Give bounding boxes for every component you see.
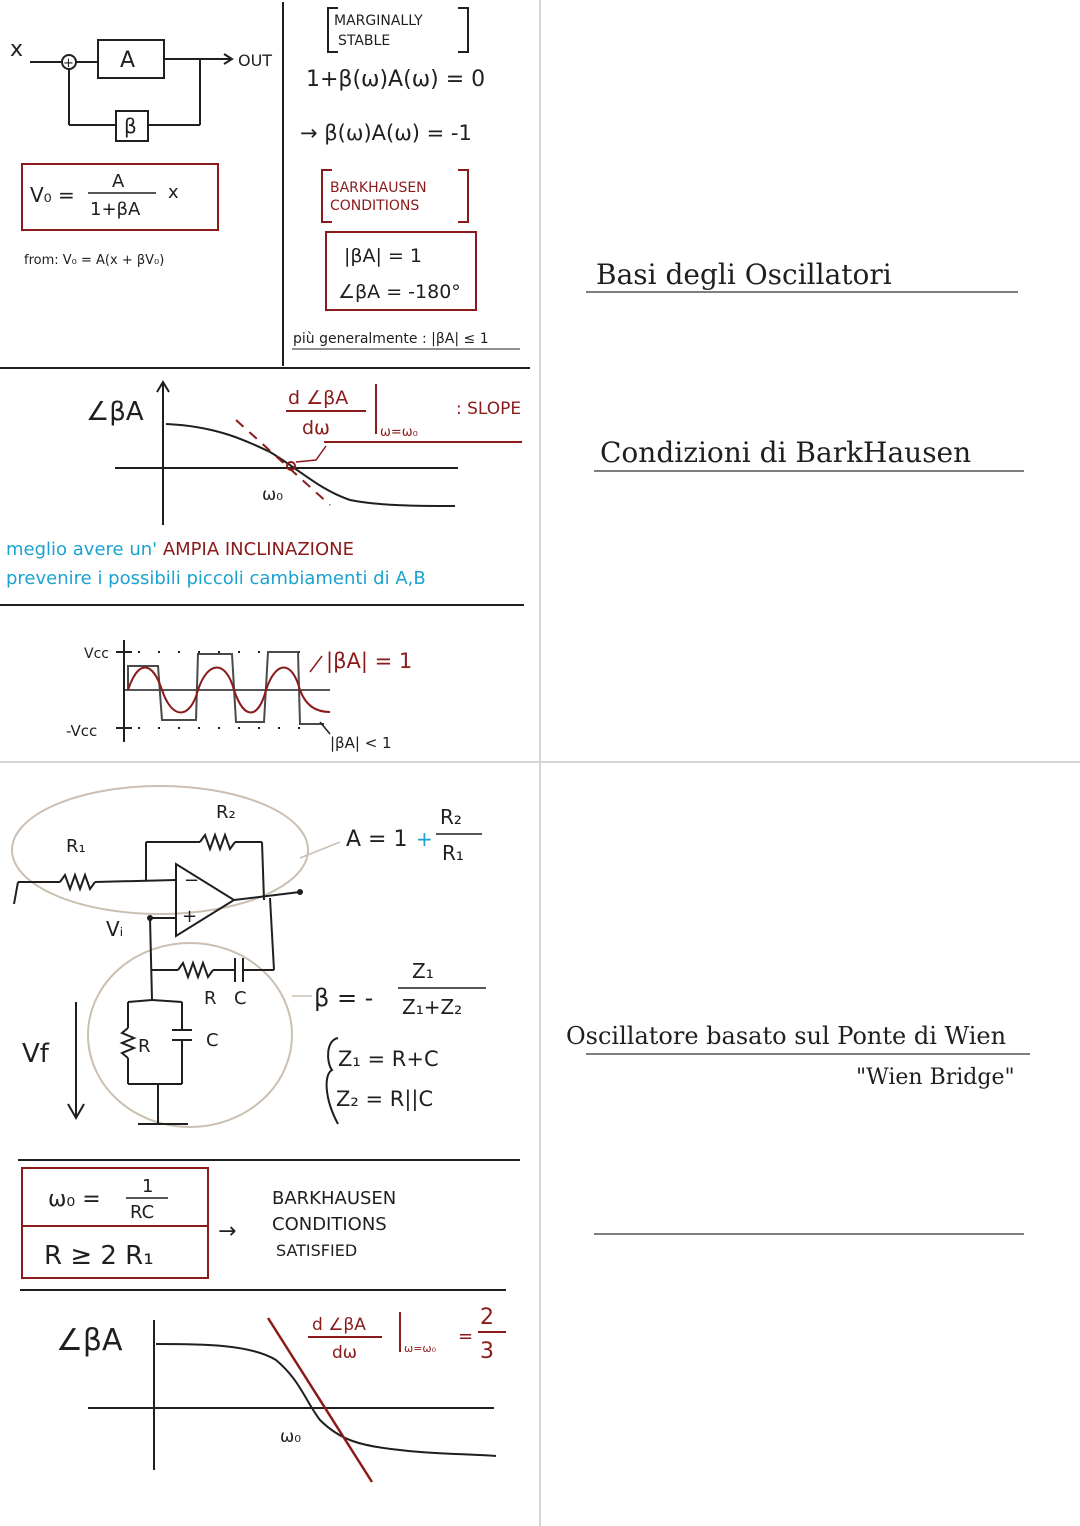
slope-label: : SLOPE (456, 399, 522, 419)
derivative2-numerator: d ∠βA (312, 1315, 366, 1335)
parallel-c-label: C (206, 1030, 219, 1051)
series-c-label: C (234, 988, 247, 1009)
barkhausen-label-2: CONDITIONS (330, 198, 420, 214)
title-condizioni-barkhausen: Condizioni di BarkHausen (600, 436, 972, 469)
closed-loop-lhs: V₀ = (30, 183, 75, 207)
derivative2-equals: = (458, 1326, 474, 1347)
series-r-label: R (204, 988, 217, 1009)
gain-numerator: R₂ (440, 805, 462, 829)
phase-plot-1-omega0: ω₀ (262, 485, 284, 505)
feedback-label: β (124, 114, 137, 138)
input-label: x (10, 37, 24, 62)
forward-gain-label: A (120, 48, 136, 73)
title-oscillatore-wien: Oscillatore basato sul Ponte di Wien (566, 1022, 1007, 1050)
phase-plot-2-ylabel: ∠βA (56, 1323, 123, 1358)
phase-plot-1 (115, 382, 458, 525)
r-condition: R ≥ 2 R₁ (44, 1241, 154, 1271)
vf-label: Vf (22, 1039, 49, 1069)
note-line-1 (6, 539, 354, 560)
stability-equation: 1+β(ω)A(ω) = 0 (306, 67, 486, 92)
wave-label-equal: |βA| = 1 (326, 649, 413, 673)
stable-label: STABLE (338, 33, 391, 49)
opamp-plus: + (182, 906, 198, 927)
beta-lhs: β = - (314, 984, 374, 1012)
wien-circuit (14, 835, 300, 1124)
gain-plus: + (416, 827, 433, 851)
derivative-numerator: d ∠βA (288, 387, 349, 409)
satisfied-line-2: CONDITIONS (272, 1214, 387, 1235)
from-note: from: V₀ = A(x + βV₀) (24, 253, 165, 268)
neg-vcc-label: -Vcc (66, 722, 98, 740)
closed-loop-x: x (168, 182, 179, 203)
derivative2-evaluation: ω=ω₀ (404, 1342, 437, 1355)
w0-denominator: RC (130, 1202, 155, 1223)
note-line-2: prevenire i possibili piccoli cambiamenti di A,B (6, 568, 426, 589)
title-basi-oscillatori: Basi degli Oscillatori (596, 258, 892, 291)
barkhausen-label-1: BARKHAUSEN (330, 180, 427, 196)
marginally-label: MARGINALLY (334, 13, 423, 29)
satisfied-line-3: SATISFIED (276, 1241, 358, 1260)
gain-denominator: R₁ (442, 841, 464, 865)
phase-condition: ∠βA = -180° (338, 281, 461, 303)
output-label: OUT (238, 51, 273, 70)
gain-lhs: A = 1 (346, 827, 408, 852)
output-node (297, 889, 303, 895)
plus-input-node (147, 915, 153, 921)
note-line-1-emphasis: AMPIA INCLINAZIONE (162, 539, 354, 560)
loop-gain-equation: → β(ω)A(ω) = -1 (300, 121, 472, 145)
note-line-1-prefix: meglio avere un' (6, 539, 163, 560)
r2-label: R₂ (216, 802, 236, 823)
beta-numerator: Z₁ (412, 959, 434, 983)
w0-numerator: 1 (142, 1176, 154, 1197)
derivative2-denominator: dω (332, 1343, 358, 1363)
phase-plot-2-omega0: ω₀ (280, 1427, 302, 1447)
opamp-minus: − (184, 870, 200, 891)
result-arrow: → (218, 1219, 237, 1244)
vcc-label: Vcc (84, 646, 109, 662)
sum-sign: + (63, 56, 74, 71)
derivative-evaluation: ω=ω₀ (380, 425, 418, 440)
parallel-r-label: R (138, 1036, 151, 1057)
title-wien-bridge: "Wien Bridge" (856, 1065, 1015, 1090)
closed-loop-denominator: 1+βA (90, 199, 141, 220)
r1-label: R₁ (66, 836, 86, 857)
wave-plot (116, 640, 330, 742)
general-note: più generalmente : |βA| ≤ 1 (293, 331, 489, 347)
z1-definition: Z₁ = R+C (338, 1047, 439, 1071)
vi-label: Vᵢ (106, 917, 124, 941)
derivative-denominator: dω (302, 417, 330, 439)
phase-plot-1-ylabel: ∠βA (86, 397, 144, 427)
z2-definition: Z₂ = R||C (336, 1087, 434, 1111)
closed-loop-numerator: A (112, 171, 125, 192)
derivative2-value-numerator: 2 (480, 1305, 494, 1330)
satisfied-line-1: BARKHAUSEN (272, 1188, 397, 1209)
beta-denominator: Z₁+Z₂ (402, 995, 463, 1019)
wave-label-less: |βA| < 1 (330, 734, 392, 752)
derivative2-value-denominator: 3 (480, 1339, 494, 1364)
magnitude-condition: |βA| = 1 (344, 245, 423, 267)
w0-lhs: ω₀ = (48, 1187, 101, 1212)
